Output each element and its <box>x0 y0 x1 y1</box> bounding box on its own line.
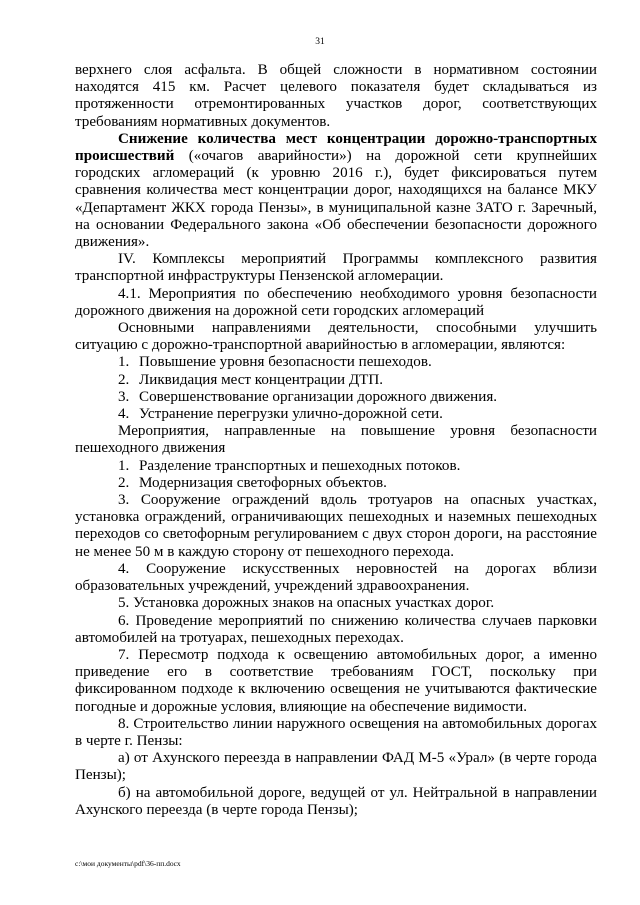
page-content <box>75 62 597 819</box>
page-number: 31 <box>315 37 325 47</box>
paragraph-lighting-construction: 8. Строительство линии наружного освещения на автомобильных дорогах в черте г. Пензы: <box>75 715 597 749</box>
paragraph-lighting-a: а) от Ахунского переезда в направлении ФАД М-5 «Урал» (в черте города Пензы); <box>75 750 597 784</box>
list-item-text: Совершенствование организации дорожного движения. <box>139 388 498 405</box>
file-path-footer: c:\мои документы\pdf\36-пп.docx <box>75 859 181 868</box>
list-item-number: 1. <box>118 354 130 371</box>
paragraph-road-signs: 5. Установка дорожных знаков на опасных участках дорог. <box>118 595 495 612</box>
list-item-text: Ликвидация мест концентрации ДТП. <box>139 371 384 388</box>
list-item-number: 3. <box>118 388 130 405</box>
paragraph-speed-bumps: 4. Сооружение искусственных неровностей на дорогах вблизи образовательных учреждений, учреждений здравоохранения. <box>75 560 597 595</box>
subsection-heading-4-1: 4.1. Мероприятия по обеспечению необходимого уровня безопасности дорожного движения на дорожной сети городских агломераций <box>75 285 597 319</box>
paragraph-main-directions: Основными направлениями деятельности, способными улучшить ситуацию с дорожно-транспортной аварийностью в агломерации, являются: <box>75 320 597 354</box>
list-item <box>75 406 597 423</box>
list-item <box>75 372 597 389</box>
paragraph-accident-reduction-heading: Снижение количества мест концентрации дорожно-транспортных происшествий <box>75 130 597 165</box>
list-item <box>75 475 597 492</box>
list-item-number: 2. <box>118 474 130 491</box>
list-item <box>75 389 597 406</box>
paragraph-asphalt: верхнего слоя асфальта. В общей сложности в нормативном состоянии находятся 415 км. Расчет целевого показателя будет складываться из протяженности отремонтированных участков дорог, соответствующих требованиям нормативных документов. <box>75 62 597 130</box>
paragraph-accident-reduction-body: («очагов аварийности») на дорожной сети крупнейших городских агломераций (к уровню 2016 г.), будет фиксироваться путем сравнения количества мест концентрации дорог, находящихся на балансе МКУ «Департамент ЖКХ города Пензы», в муниципальной казне ЗАТО г. Заречный, на основании Федерального закона «Об обеспечении безопасности дорожного движения». <box>75 148 597 251</box>
list-item <box>75 458 597 475</box>
paragraph-lighting-approach: 7. Пересмотр подхода к освещению автомобильных дорог, а именно приведение его в соответствие требованиям ГОСТ, поскольку при фиксированном подходе к включению освещения не учитываются фактические погодные и дорожные условия, влияющие на обеспечение видимости. <box>75 646 597 715</box>
directions-list <box>75 354 597 423</box>
list-item-number: 1. <box>118 457 130 474</box>
list-item-text: Модернизация светофорных объектов. <box>139 474 387 491</box>
list-item <box>75 354 597 371</box>
section-heading-iv: IV. Комплексы мероприятий Программы комплексного развития транспортной инфраструктуры Пензенской агломерации. <box>75 251 597 285</box>
list-item-text: Повышение уровня безопасности пешеходов. <box>139 354 432 371</box>
paragraph-parking: 6. Проведение мероприятий по снижению количества случаев парковки автомобилей на тротуарах, пешеходных переходах. <box>75 612 597 646</box>
list-item-text: Устранение перегрузки улично-дорожной сети. <box>139 406 443 423</box>
list-item-text: Разделение транспортных и пешеходных потоков. <box>139 457 461 474</box>
list-item-number: 2. <box>118 371 130 388</box>
paragraph-pedestrian-measures: Мероприятия, направленные на повышение уровня безопасности пешеходного движения <box>75 423 597 457</box>
list-item-number: 4. <box>118 406 130 423</box>
paragraph-accident-reduction <box>75 131 597 251</box>
pedestrian-measures-list <box>75 458 597 492</box>
paragraph-fencing: 3. Сооружение ограждений вдоль тротуаров на опасных участках, установка ограждений, ограничивающих пешеходных и наземных пешеходных переходов со светофорным регулированием с двух сторон дороги, на расстояние не менее 50 м в каждую сторону от пешеходного перехода. <box>75 492 597 560</box>
paragraph-lighting-b: б) на автомобильной дороге, ведущей от ул. Нейтральной в направлении Ахунского переезда (в черте города Пензы); <box>75 784 597 818</box>
